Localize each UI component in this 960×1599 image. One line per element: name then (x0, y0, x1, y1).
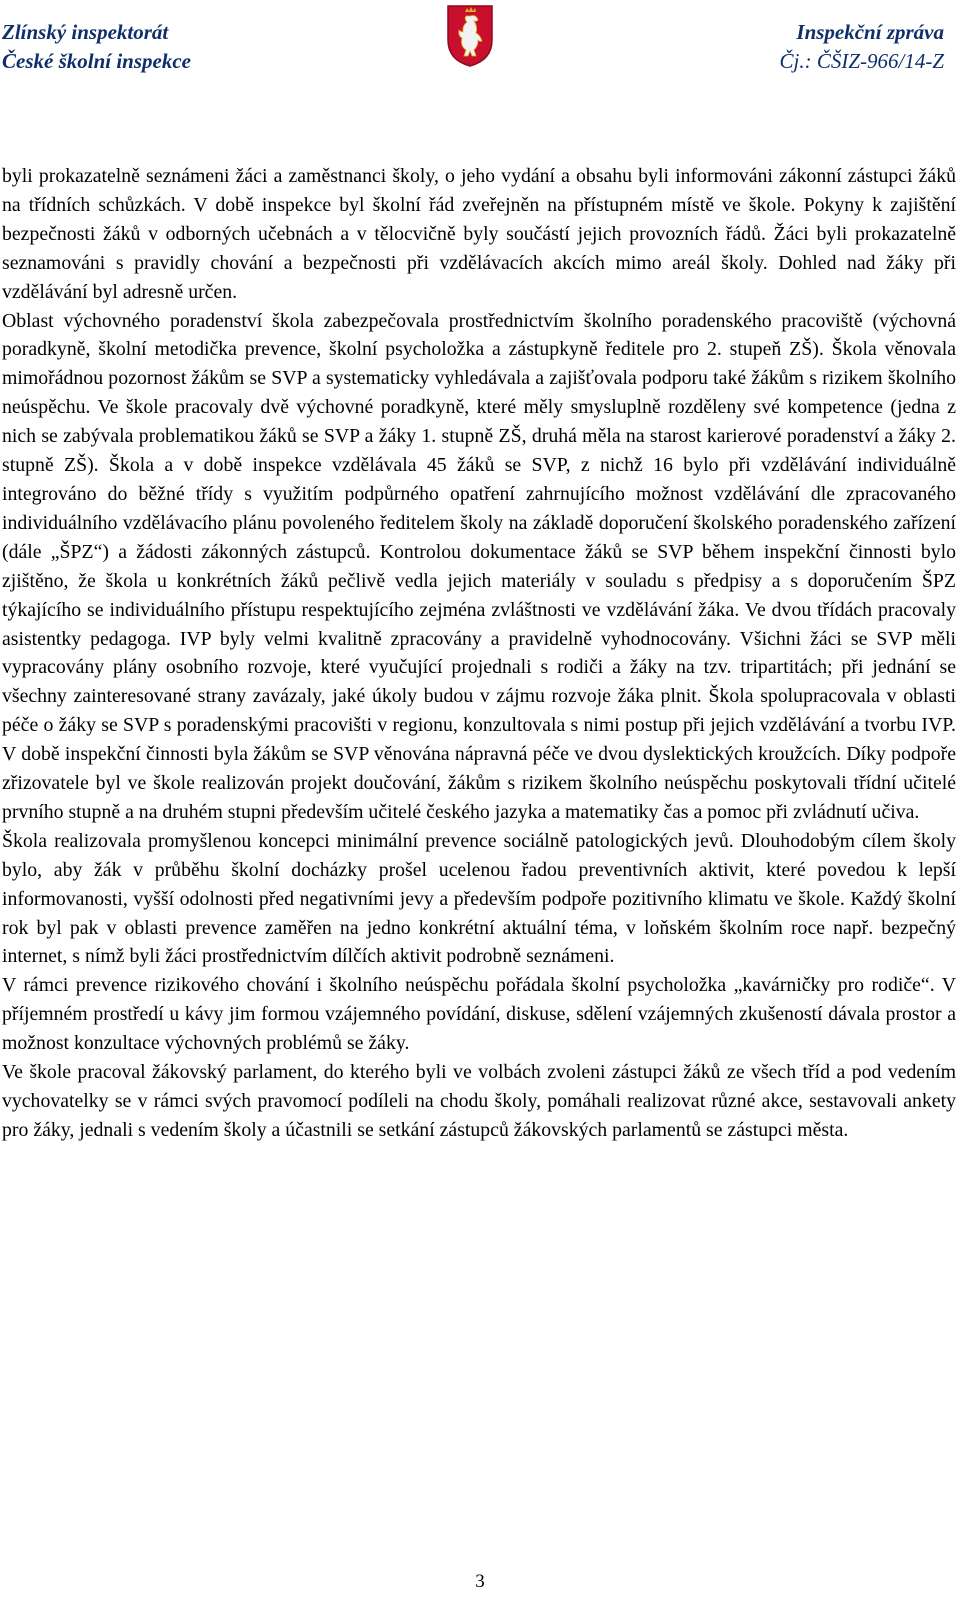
report-body (2, 162, 956, 1145)
paragraph-parent-cafe: V rámci prevence rizikového chování i školního neúspěchu pořádala školní psycholožka „kavárničky pro rodiče“. V příjemném prostředí u kávy jim formou vzájemného povídání, diskuse, sdělení vzájemných zkušeností dávala prostor a možnost konzultace výchovných problémů se žáky. (2, 974, 956, 1055)
czech-lion-crest-icon (446, 4, 494, 68)
report-type: Inspekční zpráva (796, 20, 944, 44)
paragraph-student-parliament: Ve škole pracoval žákovský parlament, do kterého byli ve volbách zvoleni zástupci žáků ze všech tříd a pod vedením vychovatelky se v rámci svých pravomocí podíleli na chodu školy, pomáhali realizovat různé akce, sestavovali ankety pro žáky, jednali s vedením školy a účastnili se setkání zástupců žákovských parlamentů se zástupci města. (2, 1061, 956, 1141)
inspectorate-name: Zlínský inspektorát (2, 20, 169, 44)
paragraph-school-rules: byli prokazatelně seznámeni žáci a zaměstnanci školy, o jeho vydání a obsahu byli informováni zákonní zástupci žáků na třídních schůzkách. V době inspekce byl školní řád zveřejněn na přístupném místě ve škole. Pokyny k zajištění bezpečnosti žáků v odborných učebnách a v tělocvičně byly součástí jejich provozních řádů. Žáci byli prokazatelně seznamováni s pravidly chování a bezpečnosti při vzdělávacích akcích mimo areál školy. Dohled nad žáky při vzdělávání byl adresně určen. (2, 165, 956, 303)
reference-number: Čj.: ČŠIZ-966/14-Z (779, 49, 944, 73)
institution-name: České školní inspekce (2, 49, 191, 73)
paragraph-counselling: Oblast výchovného poradenství škola zabezpečovala prostřednictvím školního poradenského pracoviště (výchovná poradkyně, školní metodička prevence, školní psycholožka a zástupkyně ředitele pro 2. stupeň ZŠ). Škola věnovala mimořádnou pozornost žákům se SVP a systematicky vyhledávala a zajišťovala podporu také žákům s rizikem školního neúspěchu. Ve škole pracovaly dvě výchovné poradkyně, které měly smysluplně rozděleny své kompetence (jedna z nich se zabývala problematikou žáků se SVP a žáky 1. stupně ZŠ, druhá měla na starost karierové poradenství a žáky 2. stupně ZŠ). Škola a v době inspekce vzdělávala 45 žáků se SVP, z nichž 16 bylo při vzdělávání individuálně integrováno do běžné třídy s využitím podpůrného opatření zahrnujícího možnost vzdělávání dle zpracovaného individuálního vzdělávacího plánu povoleného ředitelem školy na základě doporučení školského poradenského zařízení (dále „ŠPZ“) a žádosti zákonných zástupců. Kontrolou dokumentace žáků se SVP během inspekční činnosti bylo zjištěno, že škola u konkrétních žáků pečlivě vedla jejich materiály v souladu s předpisy a s doporučením ŠPZ týkajícího se individuálního přístupu respektujícího zejména zvláštnosti ve vzdělávání žáka. Ve dvou třídách pracovaly asistentky pedagoga. IVP byly velmi kvalitně zpracovány a pravidelně vyhodnocovány. Všichni žáci se SVP měli vypracovány plány osobního rozvoje, které vyučující projednali s rodiči a žáky na tzv. tripartitách; při jednání se všechny zainteresované strany zavázaly, jaké úkoly budou v zájmu rozvoje žáka plnit. Škola spolupracovala v oblasti péče o žáky se SVP s poradenskými pracovišti v regionu, konzultovala s nimi postup při jejich vzdělávání a tvorbu IVP. V době inspekční činnosti byla žákům se SVP věnována nápravná péče ve dvou dyslektických kroužcích. Díky podpoře zřizovatele byl ve škole realizován projekt doučování, žákům s rizikem školního neúspěchu poskytovali třídní učitelé prvního stupně a na druhém stupni především učitelé českého jazyka a matematiky čas a pomoc při zvládnutí učiva. (2, 309, 956, 823)
page-number: 3 (475, 1571, 485, 1592)
page-header (0, 0, 960, 110)
header-left (2, 18, 191, 76)
paragraph-prevention: Škola realizovala promyšlenou koncepci minimální prevence sociálně patologických jevů. Dlouhodobým cílem školy bylo, aby žák v průběhu školní docházky prošel ucelenou řadou preventivních aktivit, které povedou k lepší informovanosti, vyšší odolnosti před negativními jevy a především podpoře pozitivního klimatu ve škole. Každý školní rok byl pak v oblasti prevence zaměřen na jedno konkrétní aktuální téma, v loňském školním roce např. bezpečný internet, s nímž byli žáci prostřednictvím dílčích aktivit podrobně seznámeni. (2, 829, 956, 968)
header-right (779, 18, 944, 76)
